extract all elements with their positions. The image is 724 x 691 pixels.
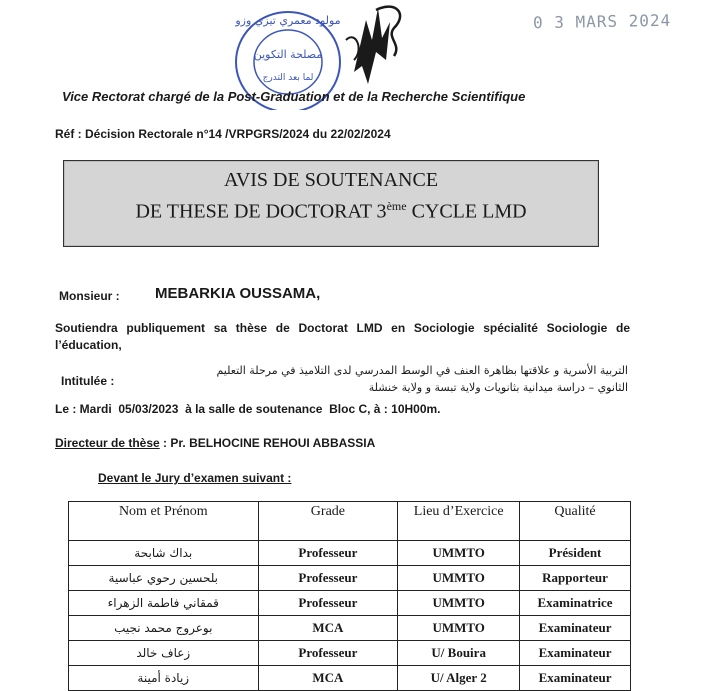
jury-grade: Professeur bbox=[258, 541, 398, 566]
thesis-director-name: : Pr. BELHOCINE REHOUI ABBASSIA bbox=[159, 436, 376, 450]
thesis-director-label: Directeur de thèse bbox=[55, 436, 160, 450]
col-header-qualite: Qualité bbox=[520, 502, 631, 541]
jury-nom: بداك شابحة bbox=[69, 541, 259, 566]
jury-qualite: Examinateur bbox=[520, 641, 631, 666]
svg-text:مولود معمري تيزي وزو: مولود معمري تيزي وزو bbox=[235, 14, 341, 27]
vice-rectorat-header: Vice Rectorat chargé de la Post-Graduation et de la Recherche Scientifique bbox=[62, 89, 526, 104]
jury-grade: Professeur bbox=[258, 641, 398, 666]
soutiendra-paragraph: Soutiendra publiquement sa thèse de Doctorat LMD en Sociologie spécialité Sociologie de l’éducation, bbox=[55, 321, 630, 352]
jury-lieu: UMMTO bbox=[398, 591, 520, 616]
jury-grade: MCA bbox=[258, 616, 398, 641]
table-row bbox=[69, 616, 631, 641]
jury-lieu: UMMTO bbox=[398, 566, 520, 591]
jury-nom: بوعروج محمد نجيب bbox=[69, 616, 259, 641]
thesis-director bbox=[55, 436, 375, 450]
jury-qualite: Examinateur bbox=[520, 616, 631, 641]
table-row bbox=[69, 666, 631, 691]
col-header-lieu: Lieu d’Exercice bbox=[398, 502, 520, 541]
jury-qualite: Examinateur bbox=[520, 666, 631, 691]
table-row bbox=[69, 591, 631, 616]
jury-heading: Devant le Jury d’examen suivant : bbox=[98, 471, 292, 485]
svg-text:مصلحة التكوين: مصلحة التكوين bbox=[253, 48, 323, 61]
jury-header-row bbox=[69, 502, 631, 541]
col-header-nom: Nom et Prénom bbox=[69, 502, 259, 541]
thesis-title-arabic: التربية الأسرية و علاقتها بظاهرة العنف في الوسط المدرسي لدى التلاميذ في مرحلة التعليم الثانوي – دراسة ميدانية بثانويات ولاية تبسة و ولاية خنشلة bbox=[216, 364, 628, 394]
jury-table bbox=[68, 501, 631, 691]
avis-title-box bbox=[63, 160, 599, 247]
reference-line: Réf : Décision Rectorale n°14 /VRPGRS/2024 du 22/02/2024 bbox=[55, 127, 391, 141]
avis-title-line2: DE THESE DE DOCTORAT 3ème CYCLE LMD bbox=[135, 199, 527, 223]
candidate-name: MEBARKIA OUSSAMA, bbox=[155, 285, 321, 302]
jury-lieu: U/ Alger 2 bbox=[398, 666, 520, 691]
jury-grade: Professeur bbox=[258, 591, 398, 616]
candidate-label: Monsieur : bbox=[59, 289, 120, 303]
jury-nom: زعاف خالد bbox=[69, 641, 259, 666]
table-row bbox=[69, 641, 631, 666]
jury-lieu: U/ Bouira bbox=[398, 641, 520, 666]
jury-qualite: Examinatrice bbox=[520, 591, 631, 616]
jury-qualite: Président bbox=[520, 541, 631, 566]
jury-grade: Professeur bbox=[258, 566, 398, 591]
jury-qualite: Rapporteur bbox=[520, 566, 631, 591]
date-received-stamp: 0 3 MARS 2024 bbox=[532, 10, 672, 33]
jury-nom: بلحسين رحوي عباسية bbox=[69, 566, 259, 591]
jury-lieu: UMMTO bbox=[398, 616, 520, 641]
svg-text:لما بعد التدرج: لما بعد التدرج bbox=[262, 73, 314, 83]
defense-date-line: Le : Mardi 05/03/2023 à la salle de soutenance Bloc C, à : 10H00m. bbox=[55, 402, 441, 416]
jury-nom: قمقاني فاطمة الزهراء bbox=[69, 591, 259, 616]
col-header-grade: Grade bbox=[258, 502, 398, 541]
avis-title-line1: AVIS DE SOUTENANCE bbox=[223, 169, 439, 191]
jury-lieu: UMMTO bbox=[398, 541, 520, 566]
table-row bbox=[69, 566, 631, 591]
jury-nom: زيادة أمينة bbox=[69, 666, 259, 691]
jury-grade: MCA bbox=[258, 666, 398, 691]
table-row bbox=[69, 541, 631, 566]
intitulee-label: Intitulée : bbox=[61, 374, 115, 388]
